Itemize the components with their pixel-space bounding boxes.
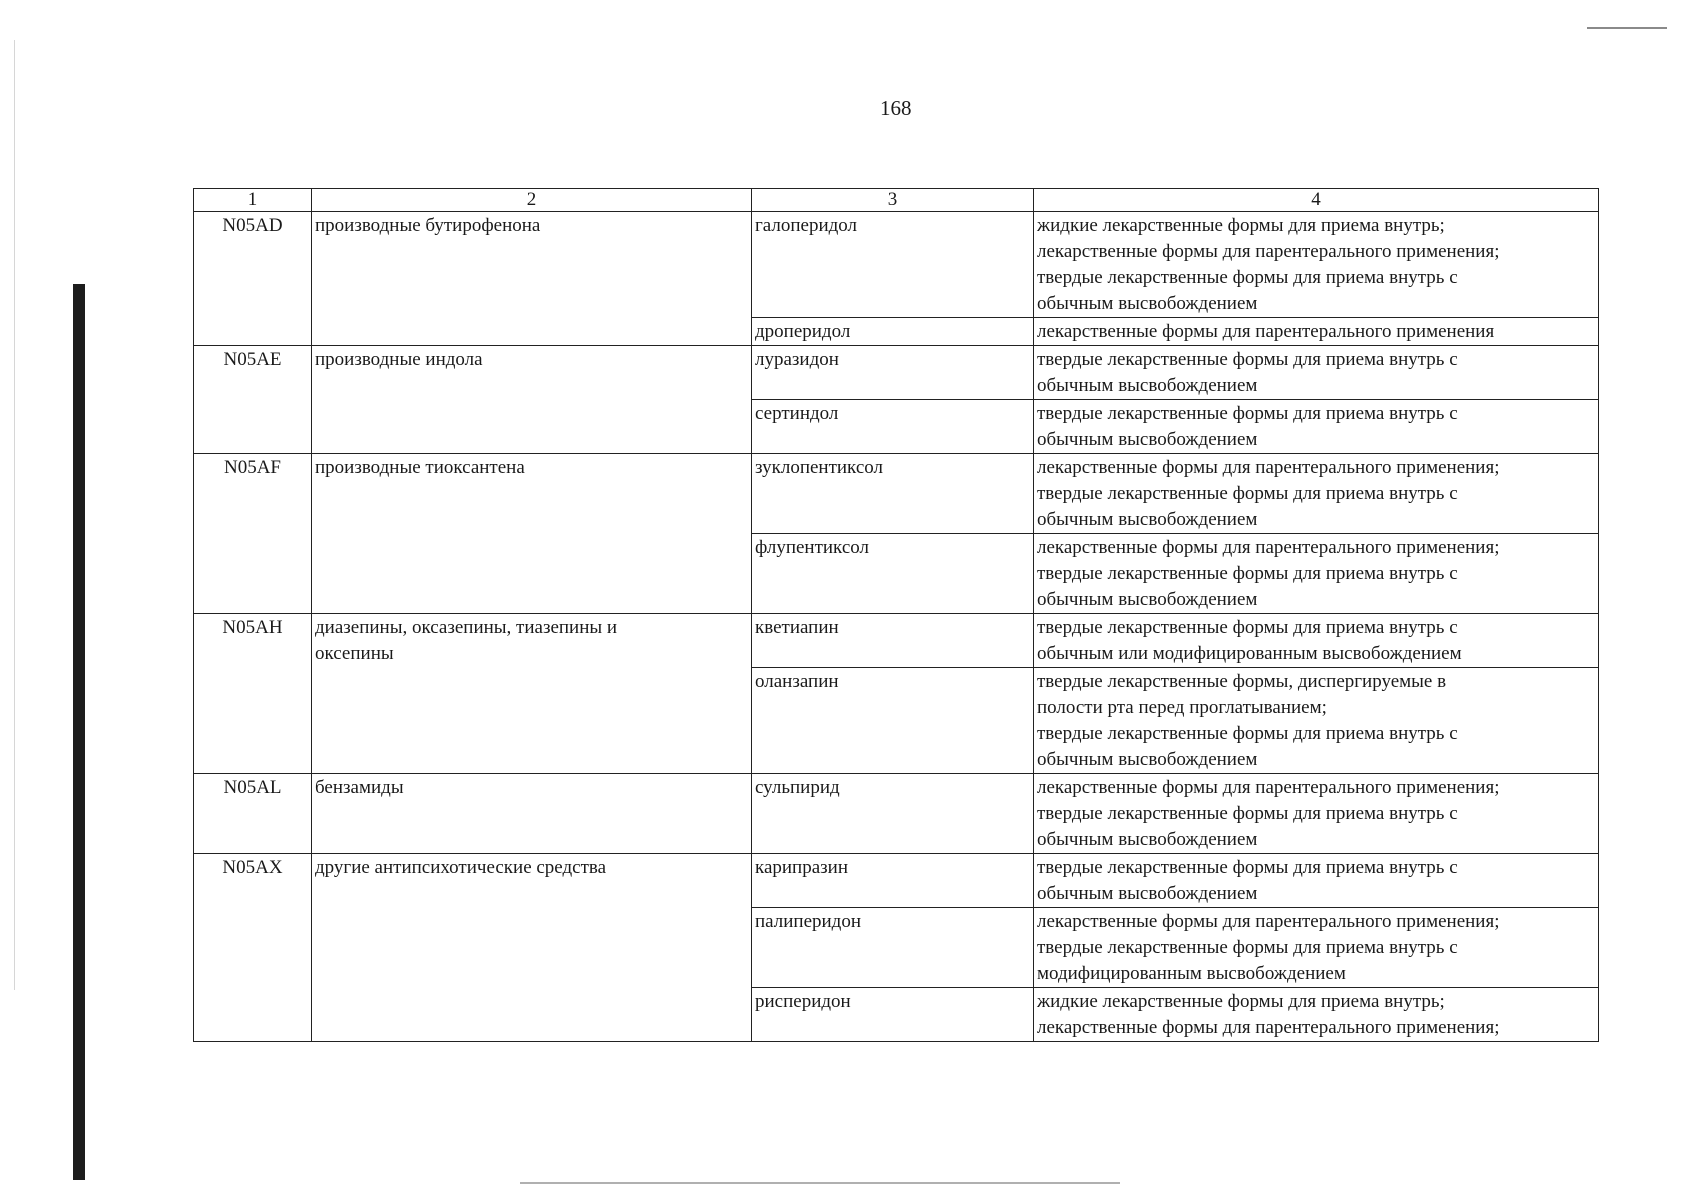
drug-name-cell: флупентиксол bbox=[752, 534, 1034, 614]
group-name-cell: другие антипсихотические средства bbox=[312, 854, 752, 1042]
drug-name-cell: луразидон bbox=[752, 346, 1034, 400]
dosage-forms-cell: твердые лекарственные формы для приема внутрь с обычным высвобождением bbox=[1034, 346, 1599, 400]
drug-name-cell: карипразин bbox=[752, 854, 1034, 908]
drug-name-cell: рисперидон bbox=[752, 988, 1034, 1042]
table-row bbox=[194, 454, 1599, 534]
drug-name-cell: сертиндол bbox=[752, 400, 1034, 454]
group-name-cell: бензамиды bbox=[312, 774, 752, 854]
drug-name-cell: оланзапин bbox=[752, 668, 1034, 774]
group-name-cell: диазепины, оксазепины, тиазепины и оксепины bbox=[312, 614, 752, 774]
table-row bbox=[194, 346, 1599, 400]
group-name-cell: производные индола bbox=[312, 346, 752, 454]
dosage-forms-cell: лекарственные формы для парентерального применения; твердые лекарственные формы для приема внутрь с обычным высвобождением bbox=[1034, 534, 1599, 614]
header-col-2: 2 bbox=[312, 189, 752, 212]
scan-mark-bottom bbox=[520, 1182, 1120, 1184]
dosage-forms-cell: лекарственные формы для парентерального применения bbox=[1034, 318, 1599, 346]
drug-name-cell: сульпирид bbox=[752, 774, 1034, 854]
dosage-forms-cell: жидкие лекарственные формы для приема внутрь; лекарственные формы для парентерального применения; bbox=[1034, 988, 1599, 1042]
atc-code-cell: N05AF bbox=[194, 454, 312, 614]
header-col-1: 1 bbox=[194, 189, 312, 212]
dosage-forms-cell: лекарственные формы для парентерального применения; твердые лекарственные формы для приема внутрь с обычным высвобождением bbox=[1034, 454, 1599, 534]
table-row bbox=[194, 614, 1599, 668]
drug-name-cell: палиперидон bbox=[752, 908, 1034, 988]
dosage-forms-cell: лекарственные формы для парентерального применения; твердые лекарственные формы для приема внутрь с обычным высвобождением bbox=[1034, 774, 1599, 854]
atc-code-cell: N05AX bbox=[194, 854, 312, 1042]
dosage-forms-cell: твердые лекарственные формы для приема внутрь с обычным или модифицированным высвобождением bbox=[1034, 614, 1599, 668]
drug-name-cell: зуклопентиксол bbox=[752, 454, 1034, 534]
dosage-forms-cell: твердые лекарственные формы для приема внутрь с обычным высвобождением bbox=[1034, 854, 1599, 908]
group-name-cell: производные тиоксантена bbox=[312, 454, 752, 614]
scan-binding-bar bbox=[73, 284, 85, 1180]
table-row bbox=[194, 212, 1599, 318]
drug-name-cell: галоперидол bbox=[752, 212, 1034, 318]
drug-table bbox=[193, 188, 1599, 1042]
header-row bbox=[194, 189, 1599, 212]
atc-code-cell: N05AE bbox=[194, 346, 312, 454]
scan-edge-line bbox=[14, 40, 15, 990]
drug-name-cell: кветиапин bbox=[752, 614, 1034, 668]
page-number: 168 bbox=[880, 96, 912, 120]
header-col-3: 3 bbox=[752, 189, 1034, 212]
table-body bbox=[194, 189, 1599, 1042]
dosage-forms-cell: жидкие лекарственные формы для приема внутрь; лекарственные формы для парентерального применения; твердые лекарственные формы для приема внутрь с обычным высвобождением bbox=[1034, 212, 1599, 318]
dosage-forms-cell: твердые лекарственные формы, диспергируемые в полости рта перед проглатыванием; твердые лекарственные формы для приема внутрь с обычным высвобождением bbox=[1034, 668, 1599, 774]
atc-code-cell: N05AL bbox=[194, 774, 312, 854]
dosage-forms-cell: твердые лекарственные формы для приема внутрь с обычным высвобождением bbox=[1034, 400, 1599, 454]
atc-code-cell: N05AD bbox=[194, 212, 312, 346]
scan-mark-top bbox=[1587, 27, 1667, 29]
dosage-forms-cell: лекарственные формы для парентерального применения; твердые лекарственные формы для приема внутрь с модифицированным высвобождением bbox=[1034, 908, 1599, 988]
table-row bbox=[194, 774, 1599, 854]
table-row bbox=[194, 854, 1599, 908]
header-col-4: 4 bbox=[1034, 189, 1599, 212]
group-name-cell: производные бутирофенона bbox=[312, 212, 752, 346]
atc-code-cell: N05AH bbox=[194, 614, 312, 774]
drug-name-cell: дроперидол bbox=[752, 318, 1034, 346]
